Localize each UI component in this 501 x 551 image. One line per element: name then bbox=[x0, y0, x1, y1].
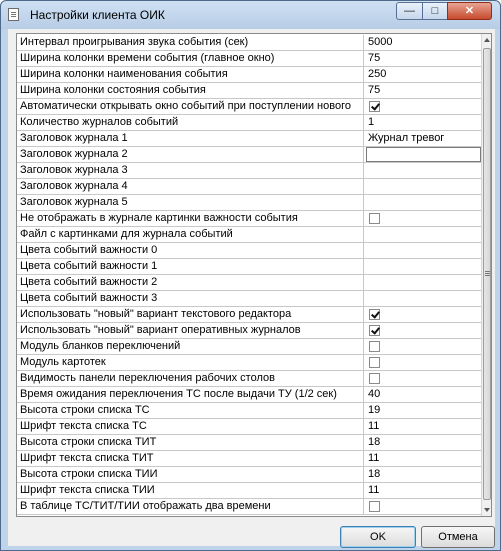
settings-row[interactable] bbox=[17, 131, 481, 147]
setting-label: Модуль картотек bbox=[17, 355, 364, 370]
app-document-icon bbox=[8, 8, 19, 21]
setting-value-field[interactable]: 18 bbox=[368, 436, 381, 448]
settings-row[interactable] bbox=[17, 195, 481, 211]
setting-label: Файл с картинками для журнала событий bbox=[17, 227, 364, 242]
setting-label: Заголовок журнала 1 bbox=[17, 131, 364, 146]
setting-value-field[interactable]: 1 bbox=[368, 116, 375, 128]
setting-value-field[interactable]: 40 bbox=[368, 388, 381, 400]
settings-row[interactable] bbox=[17, 371, 481, 387]
setting-value-field[interactable] bbox=[366, 179, 481, 194]
settings-row[interactable] bbox=[17, 355, 481, 371]
setting-value-field[interactable] bbox=[366, 243, 481, 258]
setting-checkbox[interactable] bbox=[369, 325, 380, 336]
setting-label: В таблице ТС/ТИТ/ТИИ отображать два времени bbox=[17, 499, 364, 514]
setting-label: Цвета событий важности 1 bbox=[17, 259, 364, 274]
cancel-button[interactable]: Отмена bbox=[421, 526, 495, 548]
setting-label: Шрифт текста списка ТИТ bbox=[17, 451, 364, 466]
setting-label: Модуль бланков переключений bbox=[17, 339, 364, 354]
setting-label: Количество журналов событий bbox=[17, 115, 364, 130]
scroll-thumb[interactable] bbox=[483, 48, 491, 500]
setting-label: Ширина колонки времени события (главное окно) bbox=[17, 51, 364, 66]
setting-label: Ширина колонки наименования события bbox=[17, 67, 364, 82]
setting-value-field[interactable]: 18 bbox=[368, 468, 381, 480]
title-bar[interactable] bbox=[1, 1, 500, 29]
settings-row[interactable] bbox=[17, 211, 481, 227]
setting-checkbox[interactable] bbox=[369, 213, 380, 224]
close-button[interactable]: ✕ bbox=[447, 2, 492, 20]
setting-label: Использовать "новый" вариант текстового редактора bbox=[17, 307, 364, 322]
settings-row[interactable] bbox=[17, 83, 481, 99]
ok-button[interactable]: OK bbox=[340, 526, 416, 548]
setting-label: Шрифт текста списка ТИИ bbox=[17, 483, 364, 498]
setting-value-field[interactable] bbox=[366, 291, 481, 306]
settings-row[interactable] bbox=[17, 403, 481, 419]
window-title: Настройки клиента ОИК bbox=[30, 8, 165, 22]
settings-grid bbox=[16, 33, 492, 517]
setting-value-field[interactable]: 5000 bbox=[368, 36, 393, 48]
settings-rows bbox=[17, 35, 481, 515]
settings-row[interactable] bbox=[17, 227, 481, 243]
setting-label: Использовать "новый" вариант оперативных журналов bbox=[17, 323, 364, 338]
setting-label: Цвета событий важности 0 bbox=[17, 243, 364, 258]
setting-label: Высота строки списка ТС bbox=[17, 403, 364, 418]
settings-row[interactable] bbox=[17, 291, 481, 307]
setting-value-field[interactable] bbox=[366, 163, 481, 178]
setting-label: Заголовок журнала 2 bbox=[17, 147, 364, 162]
setting-value-field[interactable] bbox=[366, 147, 481, 162]
settings-row[interactable] bbox=[17, 307, 481, 323]
setting-label: Цвета событий важности 3 bbox=[17, 291, 364, 306]
setting-label: Интервал проигрывания звука события (сек) bbox=[17, 35, 364, 50]
minimize-button[interactable]: — bbox=[396, 2, 423, 20]
setting-label: Заголовок журнала 4 bbox=[17, 179, 364, 194]
setting-value-field[interactable] bbox=[366, 259, 481, 274]
settings-row[interactable] bbox=[17, 115, 481, 131]
setting-label: Видимость панели переключения рабочих столов bbox=[17, 371, 364, 386]
settings-row[interactable] bbox=[17, 147, 481, 163]
setting-label: Шрифт текста списка ТС bbox=[17, 419, 364, 434]
settings-row[interactable] bbox=[17, 99, 481, 115]
settings-row[interactable] bbox=[17, 179, 481, 195]
settings-row[interactable] bbox=[17, 243, 481, 259]
settings-row[interactable] bbox=[17, 499, 481, 515]
settings-row[interactable] bbox=[17, 163, 481, 179]
settings-row[interactable] bbox=[17, 435, 481, 451]
setting-value-field[interactable]: 75 bbox=[368, 52, 381, 64]
settings-row[interactable] bbox=[17, 259, 481, 275]
maximize-button[interactable]: □ bbox=[422, 2, 448, 20]
setting-value-field[interactable]: 75 bbox=[368, 84, 381, 96]
setting-checkbox[interactable] bbox=[369, 357, 380, 368]
setting-value-field[interactable]: 19 bbox=[368, 404, 381, 416]
dialog-client-area bbox=[8, 29, 495, 546]
settings-row[interactable] bbox=[17, 387, 481, 403]
setting-label: Время ожидания переключения ТС после выдачи ТУ (1/2 сек) bbox=[17, 387, 364, 402]
setting-value-field[interactable] bbox=[366, 275, 481, 290]
setting-value-field[interactable] bbox=[366, 195, 481, 210]
settings-row[interactable] bbox=[17, 51, 481, 67]
settings-row[interactable] bbox=[17, 419, 481, 435]
setting-label: Заголовок журнала 3 bbox=[17, 163, 364, 178]
settings-row[interactable] bbox=[17, 339, 481, 355]
setting-label: Автоматически открывать окно событий при поступлении нового bbox=[17, 99, 364, 114]
setting-checkbox[interactable] bbox=[369, 101, 380, 112]
setting-checkbox[interactable] bbox=[369, 341, 380, 352]
scroll-grip-icon bbox=[485, 271, 490, 272]
setting-value-field[interactable]: 250 bbox=[368, 68, 387, 80]
setting-checkbox[interactable] bbox=[369, 309, 380, 320]
settings-row[interactable] bbox=[17, 35, 481, 51]
setting-label: Цвета событий важности 2 bbox=[17, 275, 364, 290]
settings-row[interactable] bbox=[17, 483, 481, 499]
setting-value-field[interactable]: Журнал тревог bbox=[368, 132, 445, 144]
settings-row[interactable] bbox=[17, 467, 481, 483]
setting-value-field[interactable] bbox=[366, 227, 481, 242]
settings-row[interactable] bbox=[17, 323, 481, 339]
setting-checkbox[interactable] bbox=[369, 373, 380, 384]
settings-row[interactable] bbox=[17, 67, 481, 83]
setting-label: Заголовок журнала 5 bbox=[17, 195, 364, 210]
setting-checkbox[interactable] bbox=[369, 501, 380, 512]
settings-row[interactable] bbox=[17, 451, 481, 467]
vertical-scrollbar[interactable] bbox=[481, 34, 492, 516]
setting-value-field[interactable]: 11 bbox=[368, 420, 380, 432]
scroll-up-icon[interactable] bbox=[482, 34, 492, 46]
setting-value-field[interactable]: 11 bbox=[368, 452, 380, 464]
setting-value-field[interactable]: 11 bbox=[368, 484, 380, 496]
setting-label: Высота строки списка ТИИ bbox=[17, 467, 364, 482]
settings-row[interactable] bbox=[17, 275, 481, 291]
scroll-down-icon[interactable] bbox=[482, 504, 492, 516]
setting-label: Высота строки списка ТИТ bbox=[17, 435, 364, 450]
setting-label: Не отображать в журнале картинки важности события bbox=[17, 211, 364, 226]
setting-label: Ширина колонки состояния события bbox=[17, 83, 364, 98]
